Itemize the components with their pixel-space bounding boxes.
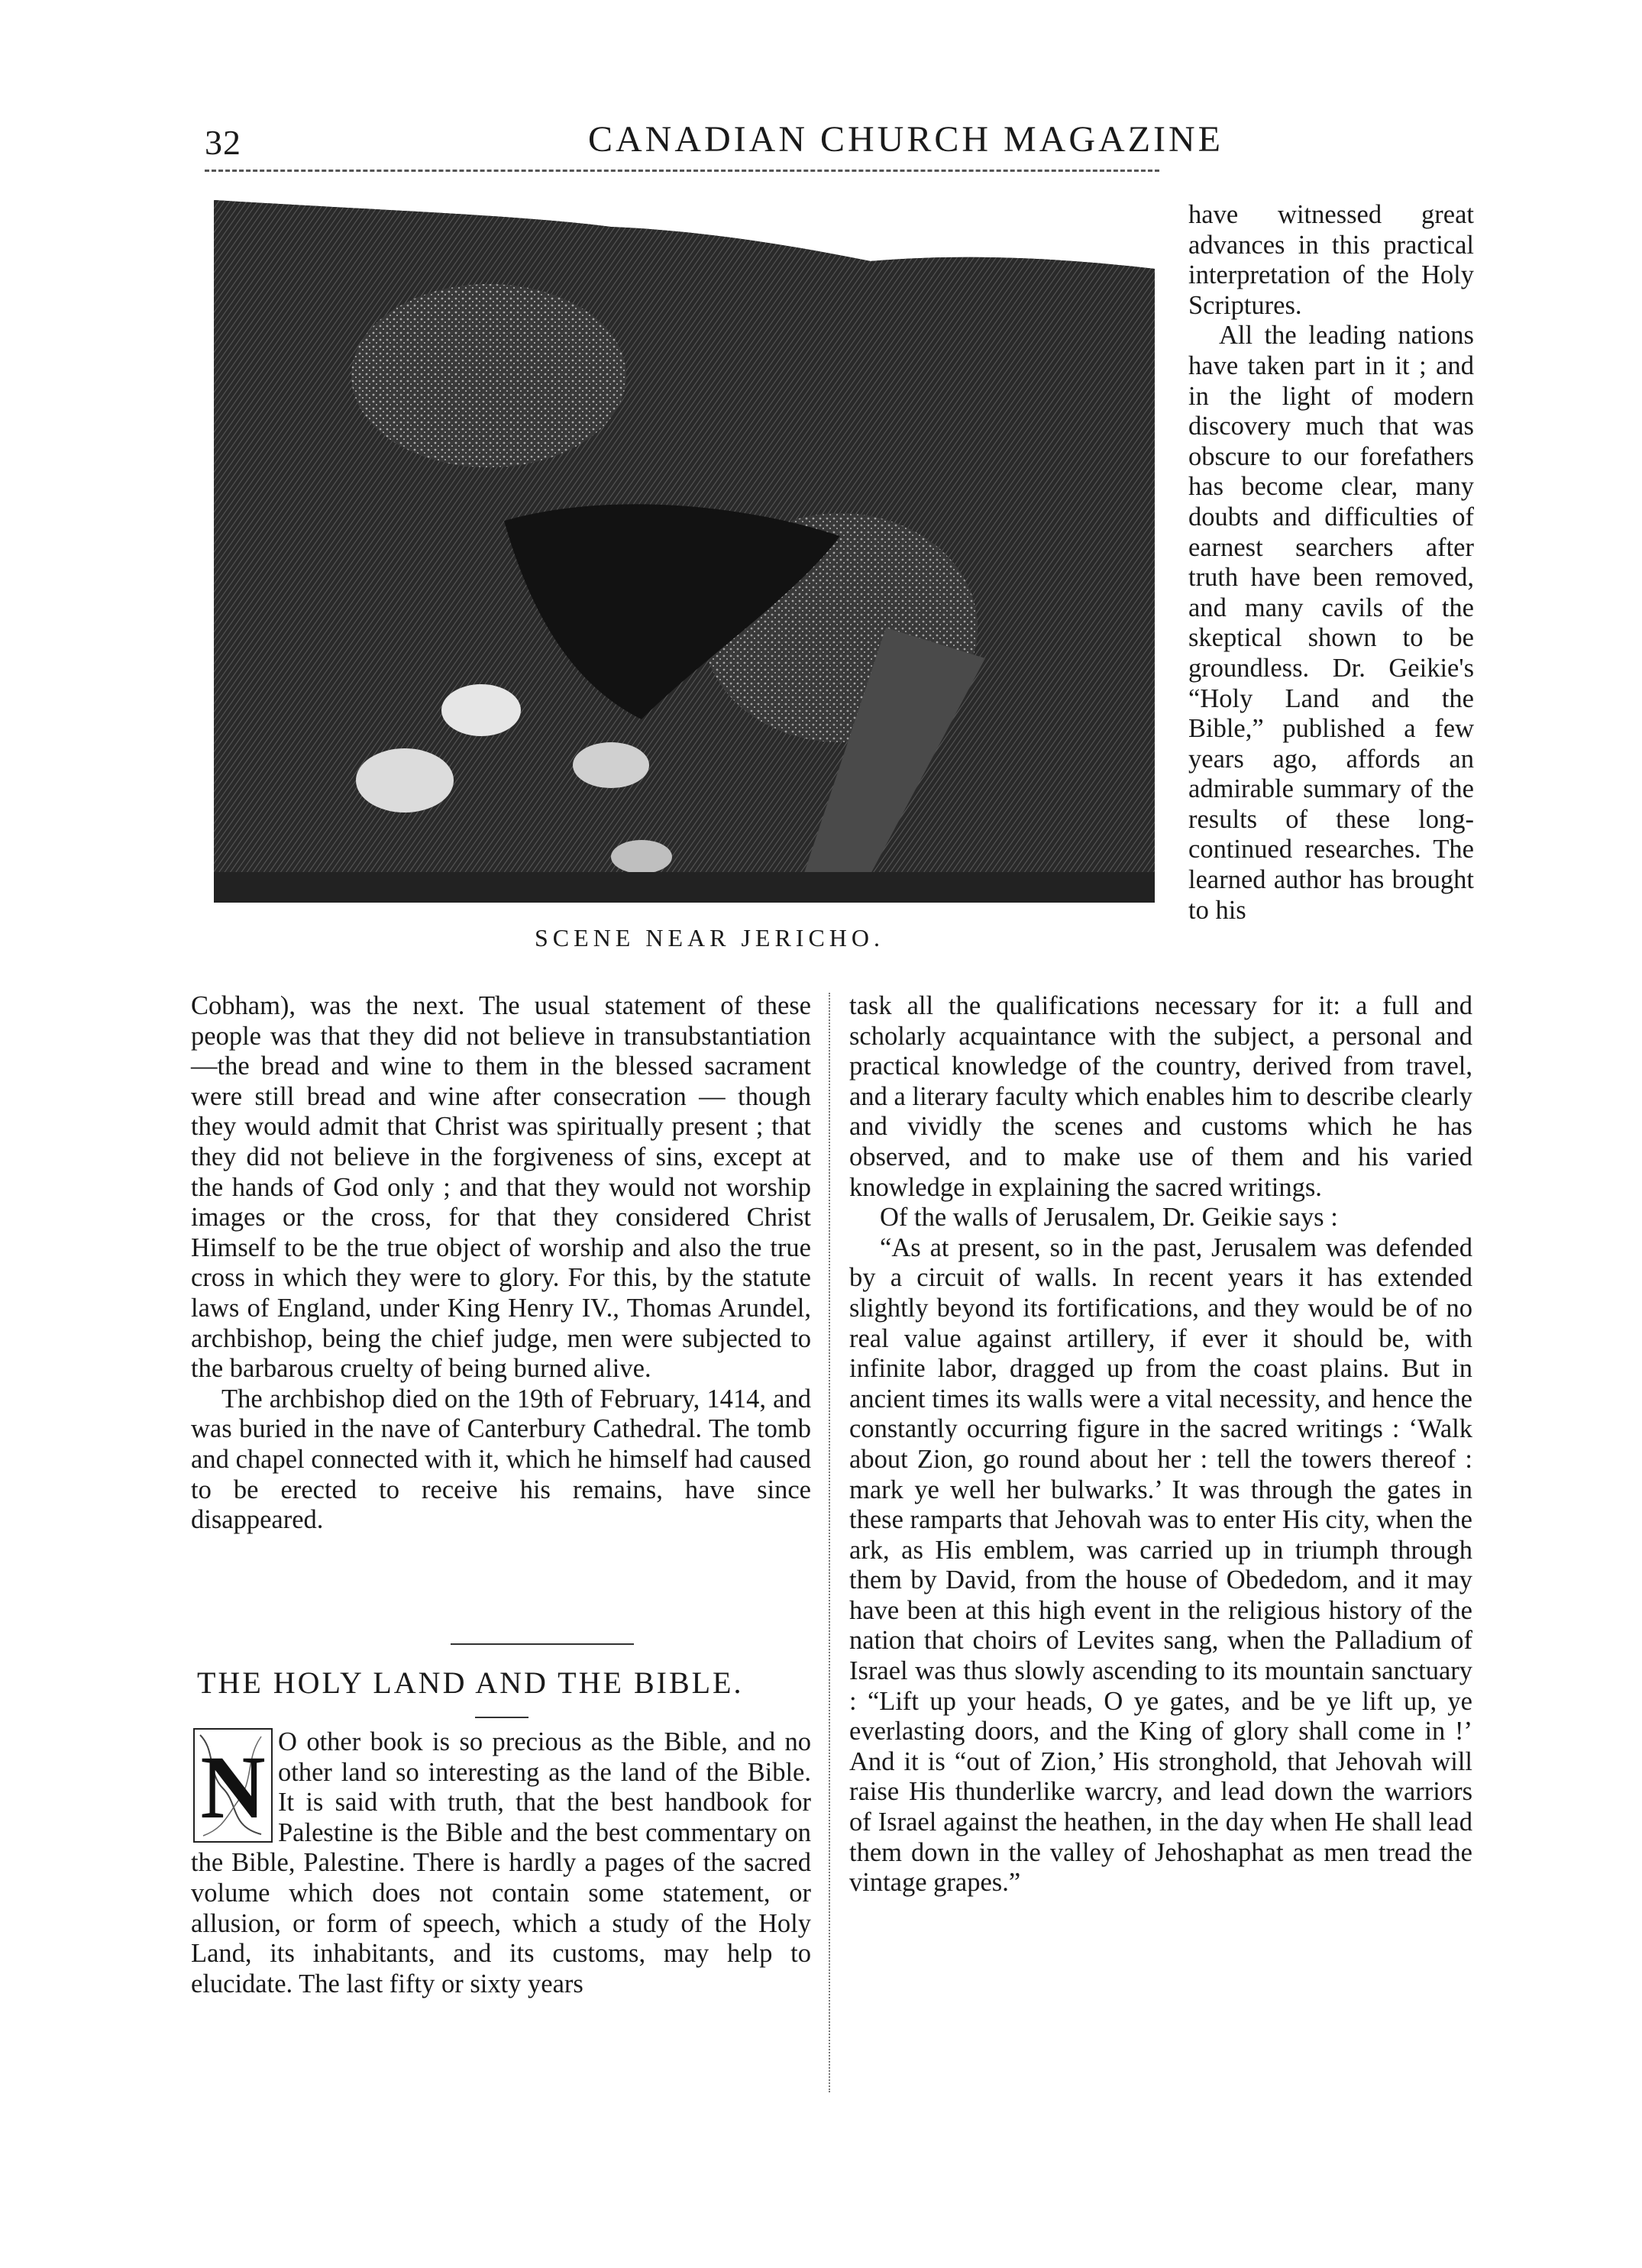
right-bottom-column (849, 991, 1472, 1898)
paragraph: have witnessed great advances in this practical interpretation of the Holy Scriptures. (1188, 200, 1474, 320)
magazine-title: CANADIAN CHURCH MAGAZINE (588, 119, 1223, 160)
section-rule (451, 1643, 634, 1645)
dropcap-letter: N (200, 1737, 266, 1837)
section-small-rule (475, 1717, 528, 1718)
section-heading: THE HOLY LAND AND THE BIBLE. (197, 1665, 744, 1700)
figure-caption: SCENE NEAR JERICHO. (535, 924, 885, 951)
paragraph: Cobham), was the next. The usual statement of these people was that they did not believe in transubstantiation —the bread and wine to them in the blessed sacrament were still bread and wine after consecration — though they would admit that Christ was spiritually present ; that they did not believe in the forgiveness of sins, except at the hands of God only ; and that they would not worship images or the cross, for that they considered Christ Himself to be the true object of worship and also the true cross in which they were to glory. For this, by the statute laws of England, under King Henry IV., Thomas Arundel, archbishop, being the chief judge, men were subjected to the barbarous cruelty of being burned alive. (191, 991, 811, 1384)
page-number: 32 (205, 123, 241, 162)
paragraph: All the leading nations have taken part in it ; and in the light of modern discovery much that was obscure to our forefathers has become clear, many doubts and difficulties of earnest searchers after truth have been removed, and many cavils of the skeptical shown to be groundless. Dr. Geikie's “Holy Land and the Bible,” published a few years ago, affords an admirable summary of the results of these long-continued researches. The learned author has brought to his (1188, 321, 1474, 925)
jericho-engraving (214, 200, 1155, 903)
column-divider (829, 993, 830, 2092)
paragraph: task all the qualifications necessary for it: a full and scholarly acquaintance with the subject, a personal and practical knowledge of the country, derived from travel, and a literary faculty which enables him to describe clearly and vividly the scenes and customs which he has observed, and to make use of them and his varied knowledge in explaining the sacred writings. (849, 991, 1472, 1202)
right-top-column (1188, 200, 1474, 926)
paragraph: O other book is so precious as the Bible, and no other land so interesting as the land of the Bible. It is said with truth, that the best handbook for Palestine is the Bible and the best commentary on the Bible, Palestine. There is hardly a pages of the sacred volume which does not contain some statement, or allusion, or form of speech, which a study of the Holy Land, its inhabitants, and its customs, may help to elucidate. The last fifty or sixty years (191, 1727, 811, 1998)
left-column (191, 991, 811, 1536)
paragraph: The archbishop died on the 19th of February, 1414, and was buried in the nave of Canterbury Cathedral. The tomb and chapel connected with it, which he himself had caused to be erected to receive his remains, have since disappeared. (191, 1384, 811, 1535)
section-body (191, 1727, 811, 1999)
header-rule (205, 170, 1159, 172)
paragraph: “As at present, so in the past, Jerusalem was defended by a circuit of walls. In recent years it has extended slightly beyond its fortifications, and they would be of no real value against artillery, if ever it should be, with infinite labor, dragged up from the coast plains. But in ancient times its walls were a vital necessity, and hence the constantly occurring figure in the sacred writings : ‘Walk about Zion, go round about her : tell the towers thereof : mark ye well her bulwarks.’ It was through the gates in these ramparts that Jehovah was to enter His city, when the ark, as His emblem, was carried up in triumph through them by David, from the house of Obededom, and it may have been at this high event in the religious history of the nation that choirs of Levites sang, when the Palladium of Israel was thus slowly ascending to its mountain sanctuary : “Lift up your heads, O ye gates, and be ye lift up, ye everlasting doors, and the King of glory shall come in !’ And it is “out of Zion,’ His stronghold, that Jehovah will raise His thunderlike warcry, and lead down the warriors of Israel against the heathen, in the day when He shall lead them down in the valley of Jehoshaphat as men tread the vintage grapes.” (849, 1233, 1472, 1898)
ornamental-dropcap (192, 1727, 273, 1843)
paragraph: Of the walls of Jerusalem, Dr. Geikie says : (880, 1203, 1338, 1233)
